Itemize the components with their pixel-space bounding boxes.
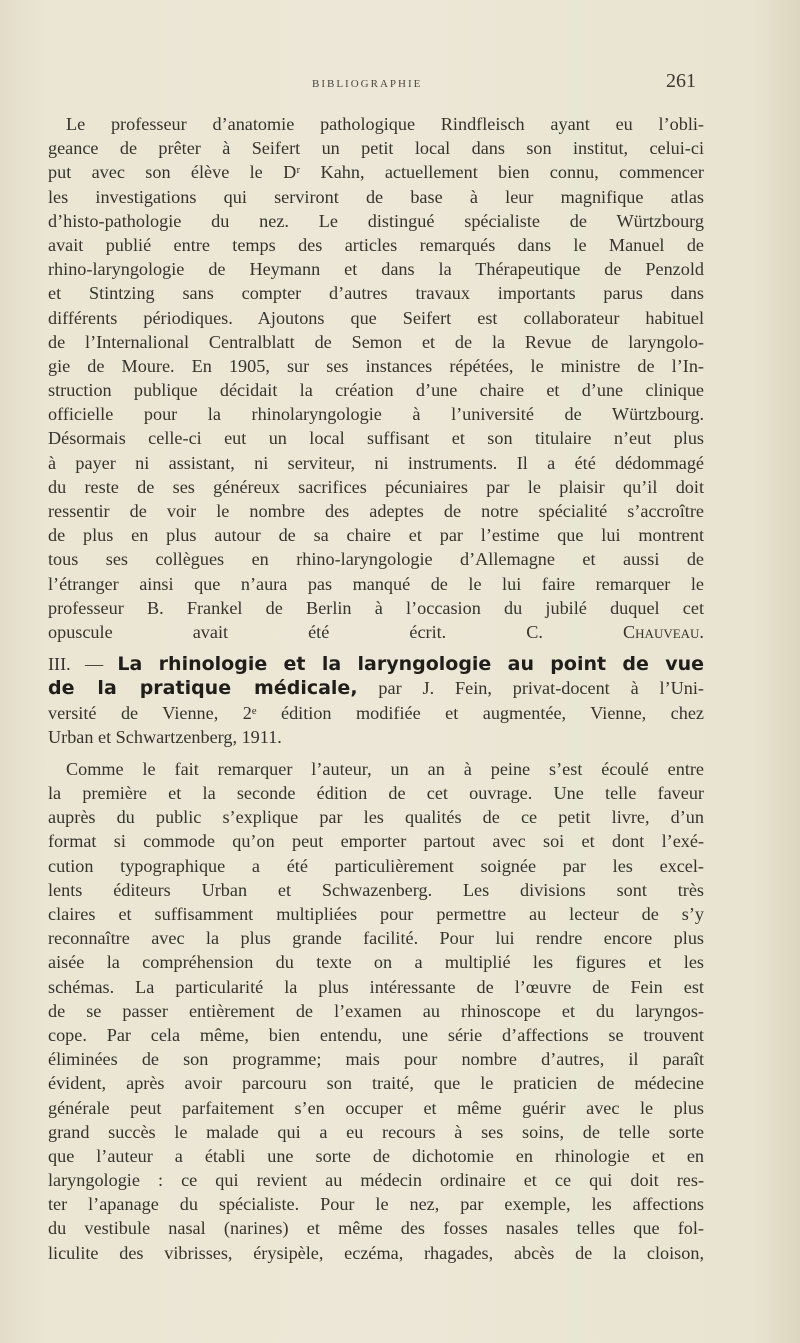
text-line: lents éditeurs Urban et Schwazenberg. Les divisions sont très xyxy=(48,879,704,900)
text-line: format si commode qu’on peut emporter partout avec soi et dont l’exé- xyxy=(48,831,704,852)
text-line: évident, après avoir parcouru son traité, que le praticien de médecine xyxy=(48,1073,704,1094)
text-line: officielle pour la rhinolaryngologie à l’université de Würtzbourg. xyxy=(48,404,704,425)
text-line: du reste de ses généreux sacrifices pécuniaires par le plaisir qu’il doit xyxy=(48,476,704,497)
text-line: éliminées de son programme; mais pour nombre d’autres, il paraît xyxy=(48,1049,704,1070)
closing-text: opuscule avait été écrit. xyxy=(48,621,447,642)
page-number: 261 xyxy=(666,70,696,92)
section-title: La rhinologie et la laryngologie au point de vue xyxy=(117,653,704,676)
text-line: de se passer entièrement de l’examen au rhinoscope et du laryngos- xyxy=(48,1000,704,1021)
text-line: put avec son élève le Dʳ Kahn, actuellement bien connu, commencer xyxy=(48,162,704,183)
text-line: Comme le fait remarquer l’auteur, un an à peine s’est écoulé entre xyxy=(66,758,704,779)
text-line: Désormais celle-ci eut un local suffisant et son titulaire n’eut plus xyxy=(48,428,704,449)
section-number: III. — xyxy=(48,654,104,675)
closing-line xyxy=(48,620,704,644)
text-line: ressentir de voir le nombre des adeptes de notre spécialité s’accroître xyxy=(48,501,704,521)
review-section-heading xyxy=(48,652,704,749)
text-line: struction publique décidait la création d’une chaire et d’une clinique xyxy=(48,380,704,401)
text-line: grand succès le malade qui a eu recours à ses soins, de telle sorte xyxy=(48,1121,704,1142)
text-line: gie de Moure. En 1905, sur ses instances répétées, le ministre de l’In- xyxy=(48,355,704,376)
section-title-line xyxy=(48,676,704,700)
section-title-continued: de la pratique médicale, xyxy=(48,677,358,700)
text-line: générale peut parfaitement s’en occuper et même guérir avec le plus xyxy=(48,1097,704,1118)
text-line: aisée la compréhension du texte on a multiplié les figures et les xyxy=(48,952,704,973)
text-line: l’étranger ainsi que n’aura pas manqué de le lui faire remarquer le xyxy=(48,573,704,594)
section-byline: par J. Fein, privat-docent à l’Uni- xyxy=(378,678,704,699)
text-line: cope. Par cela même, bien entendu, une série d’affections se trouvent xyxy=(48,1024,704,1045)
text-line: du vestibule nasal (narines) et même des fosses nasales telles que fol- xyxy=(48,1218,704,1239)
text-line: les investigations qui serviront de base à leur magnifique atlas xyxy=(48,186,704,207)
text-line: laryngologie : ce qui revient au médecin ordinaire et ce qui doit res- xyxy=(48,1170,704,1191)
text-line: liculite des vibrisses, érysipèle, eczéma, rhagades, abcès de la cloison, xyxy=(48,1242,704,1263)
text-line: auprès du public s’explique par les qualités de ce petit livre, d’un xyxy=(48,807,704,828)
text-line: ter l’apanage du spécialiste. Pour le nez, par exemple, les affections xyxy=(48,1194,704,1215)
text-line: geance de prêter à Seifert un petit local dans son institut, celui-ci xyxy=(48,138,704,159)
text-line: avait publié entre temps des articles remarqués dans le Manuel de xyxy=(48,234,704,255)
text-line: d’histo-pathologie du nez. Le distingué spécialiste de Würtzbourg xyxy=(48,210,704,231)
text-line: claires et suffisamment multipliées pour permettre au lecteur de s’y xyxy=(48,904,704,924)
text-line: à payer ni assistant, ni serviteur, ni instruments. Il a été dédommagé xyxy=(48,452,704,473)
text-line: reconnaître avec la plus grande facilité. Pour lui rendre encore plus xyxy=(48,928,704,949)
section-title-line xyxy=(48,652,704,676)
text-line: rhino-laryngologie de Heymann et dans la Thérapeutique de Penzold xyxy=(48,259,704,280)
author-signature: C. Chauveau. xyxy=(526,621,704,642)
page-header xyxy=(64,70,696,100)
text-line: schémas. La particularité la plus intéressante de l’œuvre de Fein est xyxy=(48,976,704,997)
text-line: et Stintzing sans compter d’autres travaux importants parus dans xyxy=(48,283,704,304)
running-head: BIBLIOGRAPHIE xyxy=(312,78,423,90)
text-line: tous ses collègues en rhino-laryngologie d’Allemagne et aussi de xyxy=(48,549,704,570)
text-line: versité de Vienne, 2ᵉ édition modifiée et augmentée, Vienne, chez xyxy=(48,702,704,723)
text-line: de plus en plus autour de sa chaire et par l’estime que lui montrent xyxy=(48,525,704,546)
text-line: professeur B. Frankel de Berlin à l’occasion du jubilé duquel cet xyxy=(48,597,704,618)
text-line: de l’Internalional Centralblatt de Semon et de la Revue de laryngolo- xyxy=(48,331,704,352)
text-line: Le professeur d’anatomie pathologique Rindfleisch ayant eu l’obli- xyxy=(66,114,704,134)
text-line: Urban et Schwartzenberg, 1911. xyxy=(48,726,282,747)
paragraph-1 xyxy=(48,112,704,644)
text-line: que l’auteur a établi une sorte de dichotomie en rhinologie et en xyxy=(48,1145,704,1166)
page-body xyxy=(48,112,704,1265)
paragraph-2 xyxy=(48,757,704,1265)
text-line: cution typographique a été particulièrement soignée par les excel- xyxy=(48,855,704,876)
text-line: différents périodiques. Ajoutons que Seifert est collaborateur habituel xyxy=(48,307,704,328)
text-line: la première et la seconde édition de cet ouvrage. Une telle faveur xyxy=(48,783,704,804)
